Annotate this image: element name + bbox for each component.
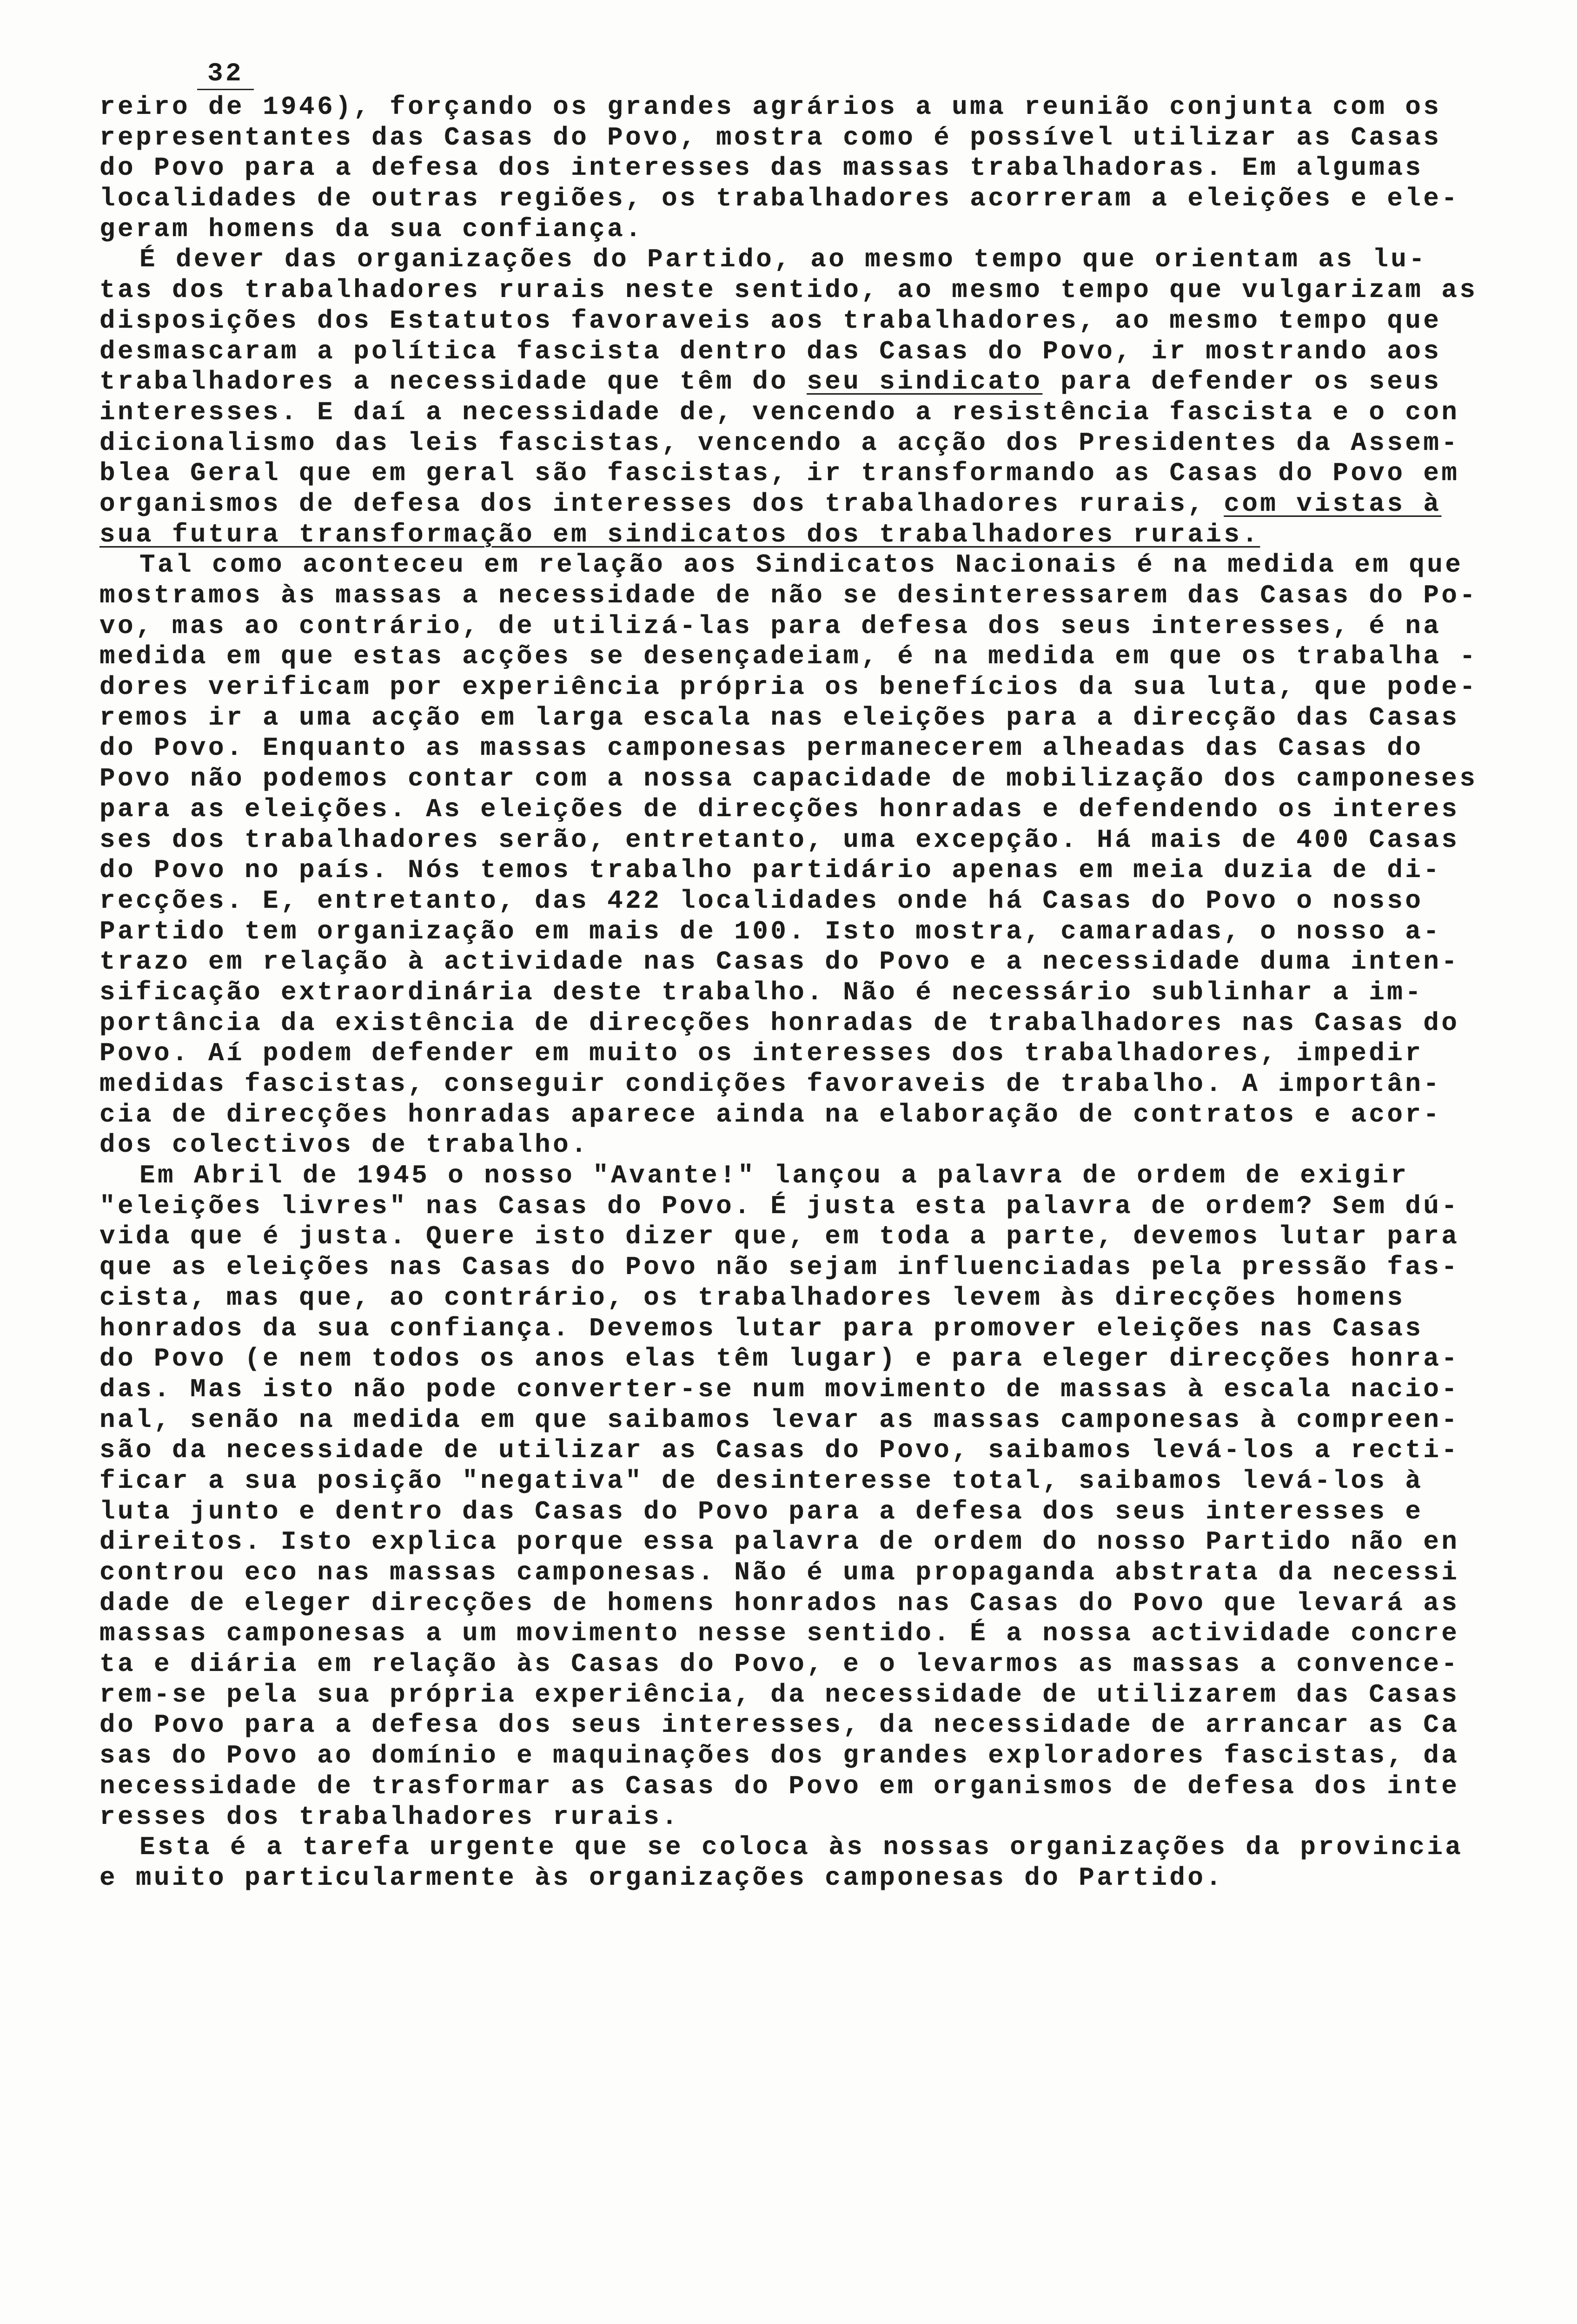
- text-line: Partido tem organização em mais de 100. Isto mostra, camaradas, o nosso a-: [99, 916, 1442, 946]
- text-line: dicionalismo das leis fascistas, vencendo a acção dos Presidentes da Assem-: [99, 428, 1460, 458]
- text-line: geram homens da sua confiança.: [99, 214, 644, 244]
- text-line: que as eleições nas Casas do Povo não sejam influenciadas pela pressão fas-: [99, 1252, 1460, 1282]
- text-segment: para defender os seus: [1042, 367, 1442, 397]
- paragraph-first-line: Tal como aconteceu em relação aos Sindicatos Nacionais é na medida em que: [139, 550, 1464, 580]
- text-line: ta e diária em relação às Casas do Povo, e o levarmos as massas a convence-: [99, 1649, 1460, 1679]
- text-line: honrados da sua confiança. Devemos lutar para promover eleições nas Casas: [99, 1313, 1424, 1343]
- text-line: disposições dos Estatutos favoraveis aos trabalhadores, ao mesmo tempo que: [99, 305, 1442, 336]
- text-line: interesses. E daí a necessidade de, vencendo a resistência fascista e o con: [99, 397, 1460, 427]
- paragraph-first-line: Esta é a tarefa urgente que se coloca às nossas organizações da provincia: [139, 1832, 1464, 1862]
- text-line: resses dos trabalhadores rurais.: [99, 1802, 680, 1832]
- text-line: Povo. Aí podem defender em muito os interesses dos trabalhadores, impedir: [99, 1038, 1424, 1069]
- text-segment: organismos de defesa dos interesses dos trabalhadores rurais,: [99, 489, 1224, 519]
- text-line: [99, 367, 1541, 397]
- text-line: reiro de 1946), forçando os grandes agrários a uma reunião conjunta com os: [99, 92, 1442, 122]
- page-number-underline: [197, 89, 254, 90]
- text-line: cia de direcções honradas aparece ainda na elaboração de contratos e acor-: [99, 1099, 1442, 1129]
- text-line: trazo em relação à actividade nas Casas do Povo e a necessidade duma inten-: [99, 947, 1460, 977]
- text-line: recções. E, entretanto, das 422 localidades onde há Casas do Povo o nosso: [99, 885, 1424, 916]
- text-line: massas camponesas a um movimento nesse sentido. É a nossa actividade concre: [99, 1618, 1460, 1649]
- text-line: do Povo (e nem todos os anos elas têm lugar) e para eleger direcções honra-: [99, 1344, 1460, 1374]
- text-line: controu eco nas massas camponesas. Não é uma propaganda abstrata da necessi: [99, 1558, 1460, 1587]
- text-line: remos ir a uma acção em larga escala nas eleições para a direcção das Casas: [99, 702, 1460, 733]
- text-line: necessidade de trasformar as Casas do Povo em organismos de defesa dos inte: [99, 1771, 1460, 1801]
- underlined-text: com vistas à: [1224, 489, 1442, 519]
- text-line: vo, mas ao contrário, de utilizá-las para defesa dos seus interesses, é na: [99, 611, 1442, 641]
- text-line: dade de eleger direcções de homens honrados nas Casas do Povo que levará as: [99, 1588, 1460, 1618]
- text-line: para as eleições. As eleições de direcções honradas e defendendo os interes: [99, 794, 1460, 824]
- text-line: blea Geral que em geral são fascistas, ir transformando as Casas do Povo em: [99, 458, 1460, 489]
- document-body: [99, 92, 1541, 1894]
- text-line: vida que é justa. Quere isto dizer que, em toda a parte, devemos lutar para: [99, 1221, 1460, 1252]
- text-line: e muito particularmente às organizações camponesas do Partido.: [99, 1862, 1224, 1893]
- text-line: medida em que estas acções se desençadeiam, é na medida em que os trabalha -: [99, 641, 1478, 672]
- text-line: dos colectivos de trabalho.: [99, 1130, 590, 1160]
- underlined-text: seu sindicato: [807, 367, 1043, 397]
- text-line: [99, 489, 1541, 520]
- text-line: "eleições livres" nas Casas do Povo. É justa esta palavra de ordem? Sem dú-: [99, 1191, 1460, 1221]
- page-number: 32: [207, 59, 244, 88]
- underlined-text-line: sua futura transformação em sindicatos dos trabalhadores rurais.: [99, 519, 1260, 549]
- text-line: dores verificam por experiência própria os benefícios da sua luta, que pode-: [99, 672, 1478, 702]
- text-line: sas do Povo ao domínio e maquinações dos grandes exploradores fascistas, da: [99, 1741, 1460, 1771]
- text-line: do Povo no país. Nós temos trabalho partidário apenas em meia duzia de di-: [99, 855, 1442, 885]
- paragraph-first-line: Em Abril de 1945 o nosso "Avante!" lançou a palavra de ordem de exigir: [139, 1161, 1409, 1191]
- text-line: Povo não podemos contar com a nossa capacidade de mobilização dos camponeses: [99, 764, 1478, 794]
- text-line: ses dos trabalhadores serão, entretanto, uma excepção. Há mais de 400 Casas: [99, 825, 1460, 855]
- text-line: medidas fascistas, conseguir condições favoraveis de trabalho. A importân-: [99, 1069, 1442, 1099]
- text-line: são da necessidade de utilizar as Casas do Povo, saibamos levá-los a recti-: [99, 1435, 1460, 1466]
- text-line: nal, senão na medida em que saibamos levar as massas camponesas à compreen-: [99, 1405, 1460, 1435]
- text-line: do Povo. Enquanto as massas camponesas permanecerem alheadas das Casas do: [99, 733, 1424, 763]
- text-line: sificação extraordinária deste trabalho. Não é necessário sublinhar a im-: [99, 977, 1424, 1007]
- text-line: do Povo para a defesa dos interesses das massas trabalhadoras. Em algumas: [99, 153, 1424, 183]
- text-line: ficar a sua posição "negativa" de desinteresse total, saibamos levá-los à: [99, 1466, 1424, 1496]
- text-line: representantes das Casas do Povo, mostra como é possível utilizar as Casas: [99, 122, 1442, 152]
- text-line: do Povo para a defesa dos seus interesses, da necessidade de arrancar as Ca: [99, 1710, 1460, 1740]
- text-line: direitos. Isto explica porque essa palavra de ordem do nosso Partido não en: [99, 1527, 1460, 1557]
- text-line: das. Mas isto não pode converter-se num movimento de massas à escala nacio-: [99, 1374, 1460, 1404]
- text-line: rem-se pela sua própria experiência, da necessidade de utilizarem das Casas: [99, 1679, 1460, 1710]
- text-line: tas dos trabalhadores rurais neste sentido, ao mesmo tempo que vulgarizam as: [99, 275, 1478, 305]
- text-line: cista, mas que, ao contrário, os trabalhadores levem às direcções homens: [99, 1282, 1405, 1313]
- text-line: desmascaram a política fascista dentro das Casas do Povo, ir mostrando aos: [99, 336, 1442, 366]
- text-line: luta junto e dentro das Casas do Povo para a defesa dos seus interesses e: [99, 1496, 1424, 1526]
- text-line: localidades de outras regiões, os trabalhadores acorreram a eleições e ele-: [99, 184, 1460, 214]
- text-line: portância da existência de direcções honradas de trabalhadores nas Casas do: [99, 1008, 1460, 1038]
- text-line: mostramos às massas a necessidade de não se desinteressarem das Casas do Po-: [99, 581, 1478, 610]
- paragraph-first-line: É dever das organizações do Partido, ao mesmo tempo que orientam as lu-: [139, 244, 1427, 275]
- text-segment: trabalhadores a necessidade que têm do: [99, 367, 807, 397]
